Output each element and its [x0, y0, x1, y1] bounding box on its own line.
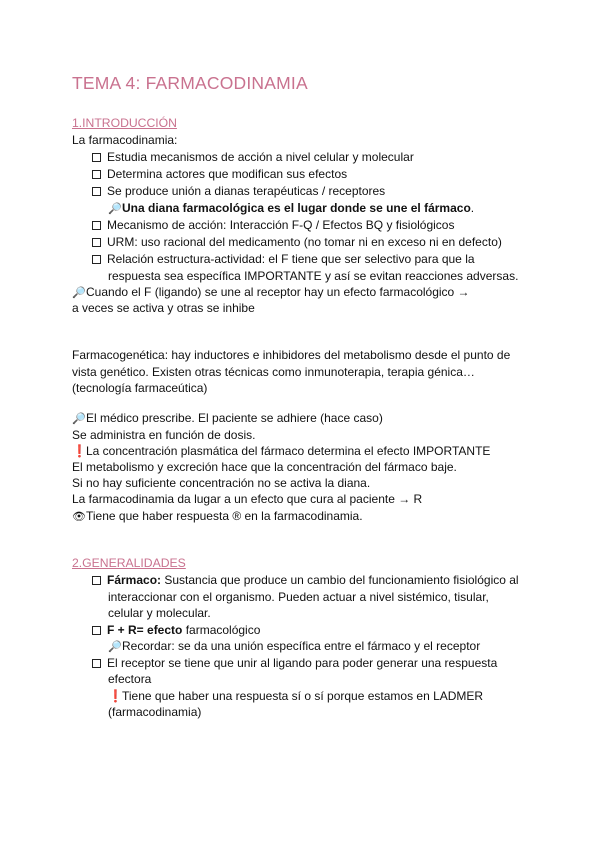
note-diana-text: Una diana farmacológica es el lugar donde se une el fármaco [122, 201, 471, 215]
farmacogenetica-text: Farmacogenética: hay inductores e inhibidores del metabolismo desde el punto de [72, 348, 511, 362]
recordar-text: Recordar: se da una unión específica entre el fármaco y el receptor [122, 639, 481, 653]
fr-text: farmacológico [182, 623, 261, 637]
checkbox-icon [92, 626, 101, 635]
eye-icon: 👁 [72, 511, 86, 523]
magnifier-icon: 🔎 [108, 641, 122, 653]
respuesta-note [72, 508, 363, 525]
farmacogenetica-text: vista genético. Existen otras técnicas como inmunoterapia, terapia génica… [72, 365, 475, 379]
farmaco-label: Fármaco: [107, 573, 162, 587]
receptor-text: El receptor se tiene que unir al ligando para poder generar una respuesta [107, 656, 498, 670]
magnifier-icon: 🔎 [72, 413, 86, 425]
list-item [92, 622, 260, 638]
list-item [92, 217, 454, 233]
ligando-text: Cuando el F (ligando) se une al receptor hay un efecto farmacológico → [86, 285, 470, 299]
suficiente-text: Si no hay suficiente concentración no se activa la diana. [72, 476, 371, 490]
page-title: TEMA 4: FARMACODINAMIA [72, 73, 308, 93]
list-item [92, 234, 502, 250]
farmaco-text: Sustancia que produce un cambio del funcionamiento fisiológico al [161, 573, 519, 587]
list-item-text: Se produce unión a dianas terapéuticas / receptores [107, 184, 386, 198]
list-item [92, 655, 497, 671]
metabolismo-text: El metabolismo y excreción hace que la concentración del fármaco baje. [72, 460, 457, 474]
receptor-text-2: efectora [108, 672, 152, 686]
section-heading-generalidades: 2.GENERALIDADES [72, 556, 186, 570]
medico-note [72, 410, 383, 427]
checkbox-icon [92, 238, 101, 247]
recordar-note [108, 638, 480, 655]
checkbox-icon [92, 187, 101, 196]
checkbox-icon [92, 659, 101, 668]
dosis-text: Se administra en función de dosis. [72, 428, 256, 442]
respuesta-text: Tiene que haber respuesta ® en la farmacodinamia. [86, 509, 363, 523]
farmacogenetica-text: (tecnología farmaceútica) [72, 381, 208, 395]
list-item [92, 572, 519, 588]
list-item [92, 251, 475, 267]
efecto-text: La farmacodinamia da lugar a un efecto que cura al paciente → R [72, 492, 423, 506]
list-item [92, 149, 414, 165]
list-item [92, 166, 347, 182]
ladmer-text: Tiene que haber una respuesta sí o sí porque estamos en LADMER [122, 689, 484, 703]
checkbox-icon [92, 170, 101, 179]
list-item-text: Estudia mecanismos de acción a nivel celular y molecular [107, 150, 414, 164]
list-item-text: Determina actores que modifican sus efectos [107, 167, 348, 181]
farmaco-text-2: interaccionar con el organismo. Pueden actuar a nivel sistémico, tisular, [108, 590, 489, 604]
checkbox-icon [92, 153, 101, 162]
concentracion-note [72, 443, 490, 459]
concentracion-text: La concentración plasmática del fármaco determina el efecto IMPORTANTE [86, 444, 491, 458]
list-item [92, 183, 385, 199]
exclamation-icon: ❗ [108, 689, 123, 703]
list-item-text: Relación estructura-actividad: el F tiene que ser selectivo para que la [107, 252, 475, 266]
intro-text: La farmacodinamia: [72, 133, 178, 147]
ligando-note [72, 284, 470, 301]
ladmer-note [108, 688, 483, 704]
list-item-continuation: respuesta sea específica IMPORTANTE y así se evitan reacciones adversas. [108, 269, 519, 283]
exclamation-icon: ❗ [72, 444, 87, 458]
list-item-text: URM: uso racional del medicamento (no tomar ni en exceso ni en defecto) [107, 235, 502, 249]
checkbox-icon [92, 255, 101, 264]
checkbox-icon [92, 221, 101, 230]
magnifier-icon: 🔎 [108, 203, 122, 215]
checkbox-icon [92, 576, 101, 585]
magnifier-icon: 🔎 [72, 287, 86, 299]
medico-text: El médico prescribe. El paciente se adhiere (hace caso) [86, 411, 383, 425]
ligando-text-2: a veces se activa y otras se inhibe [72, 301, 255, 315]
list-item-text: Mecanismo de acción: Interacción F-Q / Efectos BQ y fisiológicos [107, 218, 455, 232]
note-diana [108, 200, 474, 217]
fr-label: F + R= efecto [107, 623, 183, 637]
note-diana-end: . [470, 201, 475, 215]
farmaco-text-3: celular y molecular. [108, 606, 211, 620]
section-heading-introduccion: 1.INTRODUCCIÓN [72, 116, 177, 130]
ladmer-text-2: (farmacodinamia) [108, 705, 202, 719]
